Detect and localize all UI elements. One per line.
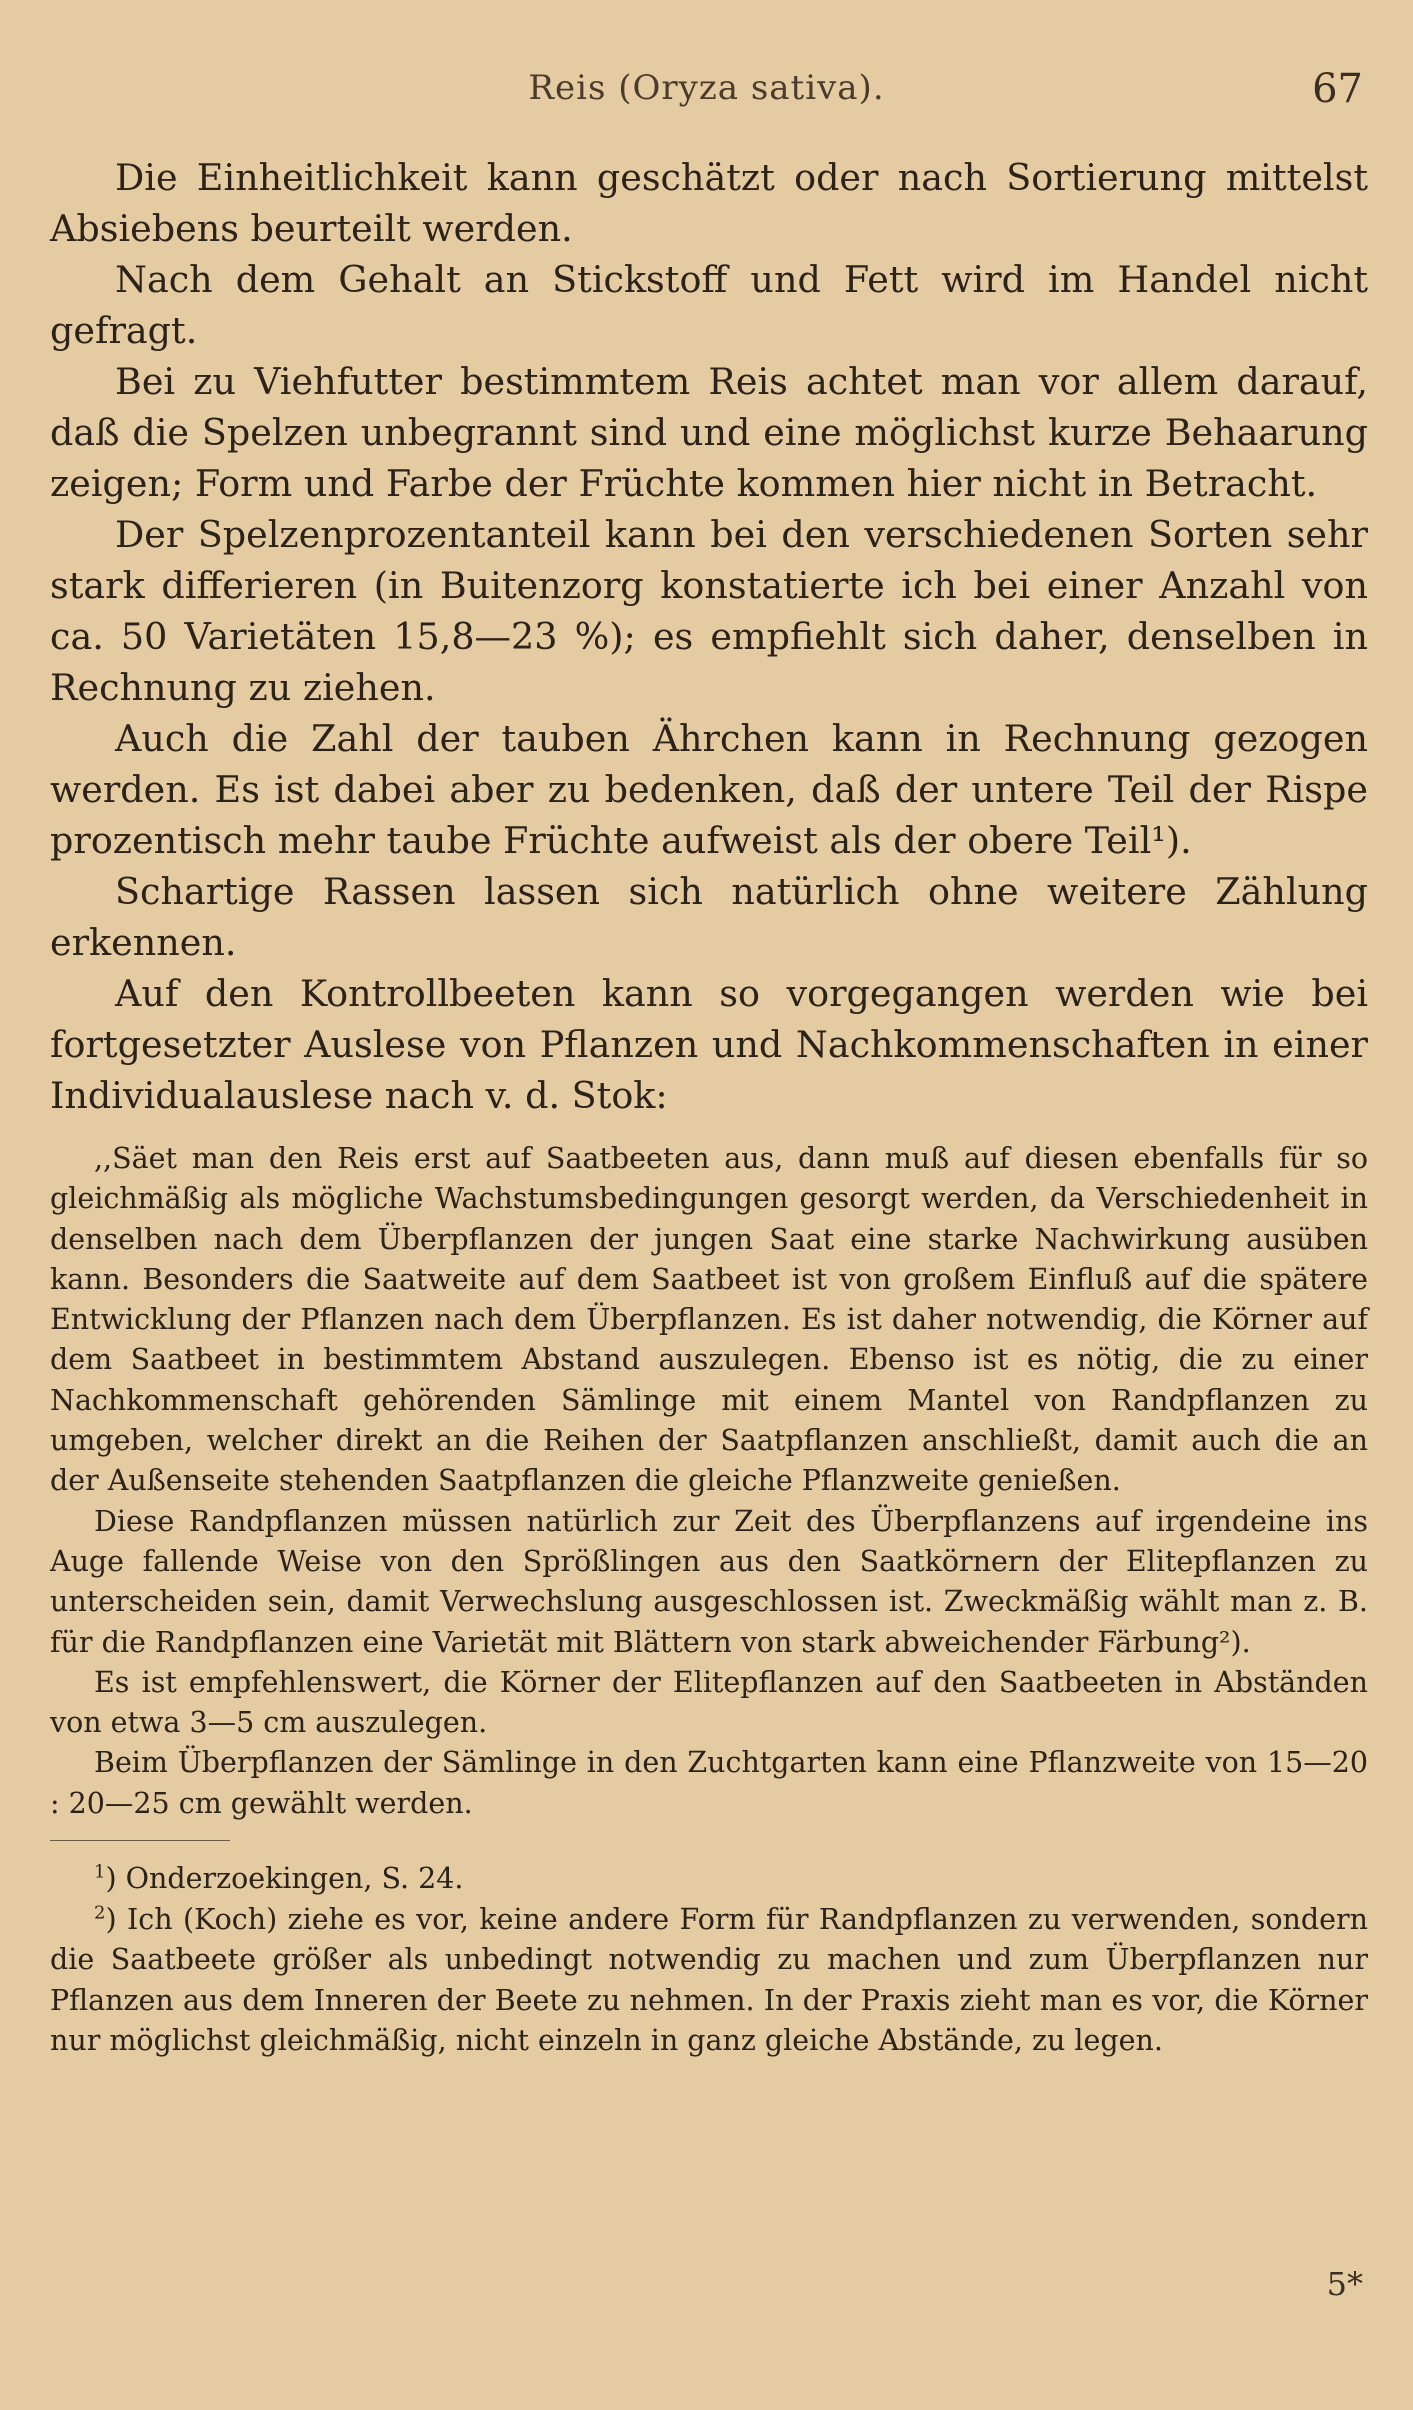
paragraph: Die Einheitlichkeit kann geschätzt oder nach Sortierung mittelst Absiebens beurteilt werden. — [50, 156, 1368, 250]
signature-mark: 5* — [1326, 2265, 1363, 2303]
quote-paragraph: Diese Randpflanzen müssen natürlich zur Zeit des Überpflanzens auf irgendeine ins Auge fallende Weise von den Sprößlingen aus den Saatkörnern der Elitepflanzen zu unterscheiden sein, damit Verwechslung ausgeschlossen ist. Zweckmäßig wählt man z. B. für die Randpflanzen eine Varietät mit Blättern von stark abweichender Färbung²). — [50, 1504, 1368, 1659]
block-quote — [50, 1139, 1368, 1824]
footnote — [50, 1859, 1368, 1900]
footnote-text: ) Ich (Koch) ziehe es vor, keine andere Form für Randpflanzen zu verwenden, sondern die Saatbeete größer als unbedingt notwendig zu machen und zum Überpflanzen nur Pflanzen aus dem Inneren der Beete zu nehmen. In der Praxis zieht man es vor, die Körner nur möglichst gleichmäßig, nicht einzeln in ganz gleiche Abstände, zu legen. — [50, 1902, 1368, 2058]
quote-paragraph: ,,Säet man den Reis erst auf Saatbeeten aus, dann muß auf diesen ebenfalls für so gleichmäßig als mögliche Wachstumsbedingungen gesorgt werden, da Verschiedenheit in denselben nach dem Überpflanzen der jungen Saat eine starke Nachwirkung ausüben kann. Besonders die Saatweite auf dem Saatbeet ist von großem Einfluß auf die spätere Entwicklung der Pflanzen nach dem Überpflanzen. Es ist daher notwendig, die Körner auf dem Saatbeet in bestimmtem Abstand auszulegen. Ebenso ist es nötig, die zu einer Nachkommenschaft gehörenden Sämlinge mit einem Mantel von Randpflanzen zu umgeben, welcher direkt an die Reihen der Saatpflanzen anschließt, damit auch die an der Außenseite stehenden Saatpflanzen die gleiche Pflanzweite genießen. — [50, 1142, 1368, 1498]
page-number: 67 — [1312, 66, 1363, 112]
footnote-marker: 2 — [94, 1902, 106, 1924]
footnote-text: ) Onderzoekingen, S. 24. — [105, 1862, 464, 1896]
page-header — [0, 62, 1413, 122]
paragraph: Schartige Rassen lassen sich natürlich ohne weitere Zählung erkennen. — [50, 870, 1368, 964]
paragraph: Nach dem Gehalt an Stickstoff und Fett wird im Handel nicht gefragt. — [50, 258, 1368, 352]
quote-paragraph: Beim Überpflanzen der Sämlinge in den Zuchtgarten kann eine Pflanzweite von 15—20 : 20—25 cm gewählt werden. — [50, 1746, 1368, 1820]
page-body — [50, 152, 1368, 2062]
quote-paragraph: Es ist empfehlenswert, die Körner der Elitepflanzen auf den Saatbeeten in Abständen von etwa 3—5 cm auszulegen. — [50, 1665, 1368, 1740]
footnote-marker: 1 — [94, 1861, 106, 1883]
paragraph: Auch die Zahl der tauben Ährchen kann in Rechnung gezogen werden. Es ist dabei aber zu bedenken, daß der untere Teil der Rispe prozentisch mehr taube Früchte aufweist als der obere Teil¹). — [50, 717, 1368, 862]
footnote — [50, 1900, 1368, 2062]
paragraph: Bei zu Viehfutter bestimmtem Reis achtet man vor allem darauf, daß die Spelzen unbegrannt sind und eine möglichst kurze Behaarung zeigen; Form und Farbe der Früchte kommen hier nicht in Betracht. — [50, 360, 1368, 505]
paragraph: Auf den Kontrollbeeten kann so vorgegangen werden wie bei fortgesetzter Auslese von Pflanzen und Nachkommenschaften in einer Individualauslese nach v. d. Stok: — [50, 972, 1368, 1117]
paragraph: Der Spelzenprozentanteil kann bei den verschiedenen Sorten sehr stark differieren (in Buitenzorg konstatierte ich bei einer Anzahl von ca. 50 Varietäten 15,8—23 %); es empfiehlt sich daher, denselben in Rechnung zu ziehen. — [50, 513, 1368, 709]
running-title: Reis (Oryza sativa). — [528, 68, 885, 108]
footnote-separator — [50, 1840, 230, 1841]
footnotes — [50, 1859, 1368, 2062]
